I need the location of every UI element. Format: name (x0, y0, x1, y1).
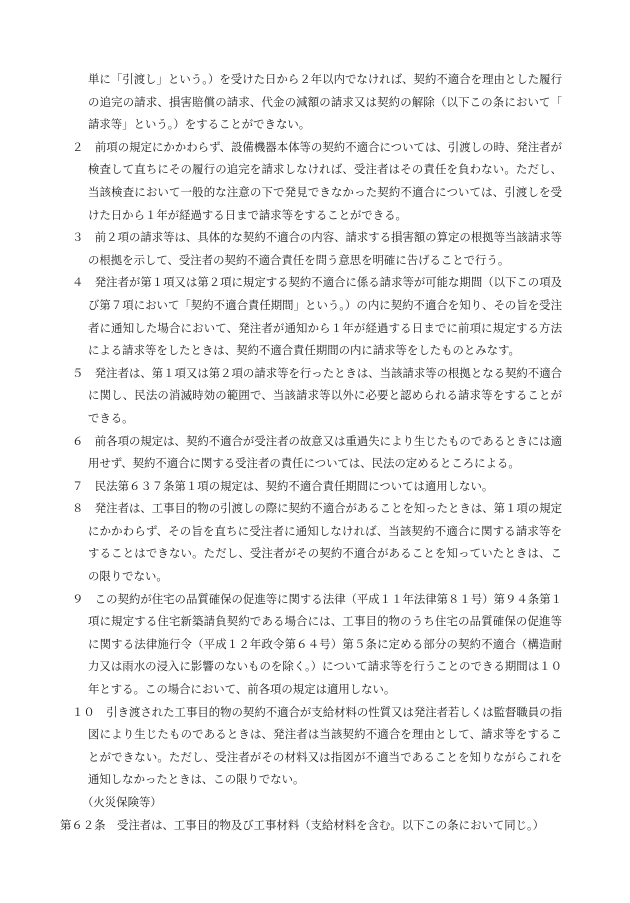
paragraph-7: ７ 民法第６３７条第１項の規定は、契約不適合責任期間については適用しない。 (72, 478, 494, 493)
article-62-heading: 第６２条 受注者は、工事目的物及び工事材料（支給材料を含む。以下この条において同じ。） (60, 817, 545, 832)
paragraph-6: ６ 前各項の規定は、契約不適合が受注者の故意又は重過失により生じたものであるときには適用せず、契約不適合に関する受注者の責任については、民法の定めるところによる。 (72, 433, 562, 471)
paragraph-4: ４ 発注者が第１項又は第２項に規定する契約不適合に係る請求等が可能な期間（以下この項及び第７項において「契約不適合責任期間」という。）の内に契約不適合を知り、その旨を受注者に通知した場合において、発注者が通知から１年が経過する日までに前項に規定する方法による請求等をしたときは、契約不適合責任期間の内に請求等をしたものとみなす。 (72, 275, 562, 358)
paragraph-5: ５ 発注者は、第１項又は第２項の請求等を行ったときは、当該請求等の根拠となる契約不適合に関し、民法の消滅時効の範囲で、当該請求等以外に必要と認められる請求等をすることができる。 (72, 365, 562, 425)
paragraph-10: １０ 引き渡された工事目的物の契約不適合が支給材料の性質又は発注者若しくは監督職員の指図により生じたものであるときは、発注者は当該契約不適合を理由として、請求等をすることができない。ただし、受注者がその材料又は指図が不適当であることを知りながらこれを通知しなかったときは、この限りでない。 (72, 704, 562, 787)
paragraph-continued: 単に「引渡し」という。）を受けた日から２年以内でなければ、契約不適合を理由とした履行の追完の請求、損害賠償の請求、代金の減額の請求又は契約の解除（以下この条において「請求等」という。）をすることができない。 (88, 72, 562, 132)
paragraph-8: ８ 発注者は、工事目的物の引渡しの際に契約不適合があることを知ったときは、第１項の規定にかかわらず、その旨を直ちに受注者に通知しなければ、当該契約不適合に関する請求等をすることはできない。ただし、受注者がその契約不適合があることを知っていたときは、この限りでない。 (72, 501, 562, 584)
paragraph-3: ３ 前２項の請求等は、具体的な契約不適合の内容、請求する損害額の算定の根拠等当該請求等の根拠を示して、受注者の契約不適合責任を問う意思を明確に告げることで行う。 (72, 230, 562, 267)
paragraph-9: ９ この契約が住宅の品質確保の促進等に関する法律（平成１１年法律第８１号）第９４条第１項に規定する住宅新築請負契約である場合には、工事目的物のうち住宅の品質確保の促進等に関する法律施行令（平成１２年政令第６４号）第５条に定める部分の契約不適合（構造耐力又は雨水の浸入に影響のないものを除く。）について請求等を行うことのできる期間は１０年とする。この場合において、前各項の規定は適用しない。 (72, 591, 562, 697)
article-caption: （火災保険等） (82, 795, 162, 809)
paragraph-2: ２ 前項の規定にかかわらず、設備機器本体等の契約不適合については、引渡しの時、発注者が検査して直ちにその履行の追完を請求しなければ、受注者はその責任を負わない。ただし、当該検査において一般的な注意の下で発見できなかった契約不適合については、引渡しを受けた日から１年が経過する日まで請求等をすることができる。 (72, 139, 562, 222)
document-body (60, 68, 562, 836)
